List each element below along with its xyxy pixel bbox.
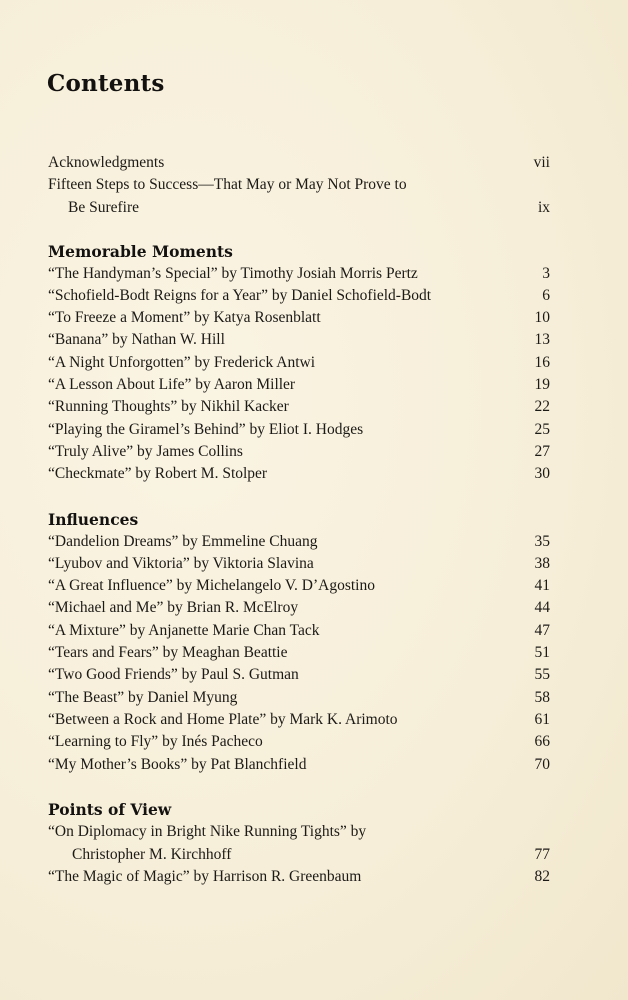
entry-title: “A Great Influence” by Michelangelo V. D’Agostino bbox=[48, 577, 375, 594]
toc-entry bbox=[48, 374, 550, 396]
entry-title: Christopher M. Kirchhoff bbox=[72, 846, 232, 863]
entry-title: “The Handyman’s Special” by Timothy Josiah Morris Pertz bbox=[48, 265, 418, 282]
entry-page: 61 bbox=[534, 711, 550, 728]
toc-entry bbox=[48, 597, 550, 619]
entry-title: “Truly Alive” by James Collins bbox=[48, 443, 243, 460]
toc-entry bbox=[48, 329, 550, 351]
toc-entry bbox=[48, 197, 550, 219]
entry-page: vii bbox=[533, 154, 550, 171]
toc-entry bbox=[48, 152, 550, 174]
toc-entry bbox=[48, 866, 550, 888]
entry-page: 16 bbox=[534, 354, 550, 371]
toc-entry bbox=[48, 285, 550, 307]
toc-entry bbox=[48, 396, 550, 418]
entry-title: “Tears and Fears” by Meaghan Beattie bbox=[48, 644, 288, 661]
entry-title: “Schofield-Bodt Reigns for a Year” by Daniel Schofield-Bodt bbox=[48, 287, 432, 304]
toc-entry bbox=[48, 821, 550, 843]
entry-title: “My Mother’s Books” by Pat Blanchfield bbox=[48, 756, 307, 773]
toc-entry bbox=[48, 174, 550, 196]
toc-entry bbox=[48, 553, 550, 575]
entry-title: “Checkmate” by Robert M. Stolper bbox=[48, 465, 268, 482]
entry-page: 13 bbox=[534, 331, 550, 348]
toc-entry bbox=[48, 709, 550, 731]
entry-page: 66 bbox=[534, 733, 550, 750]
toc-entry bbox=[48, 307, 550, 329]
entry-page: 35 bbox=[534, 533, 550, 550]
toc-entry bbox=[48, 531, 550, 553]
entry-page: 38 bbox=[534, 555, 550, 572]
entry-title: “Michael and Me” by Brian R. McElroy bbox=[48, 599, 299, 616]
entry-title: “Playing the Giramel’s Behind” by Eliot I. Hodges bbox=[48, 421, 364, 438]
entry-title: “Dandelion Dreams” by Emmeline Chuang bbox=[48, 533, 318, 550]
page-title: Contents bbox=[47, 70, 165, 97]
entry-page: 82 bbox=[534, 868, 550, 885]
entry-page: 77 bbox=[534, 846, 550, 863]
entry-page: 51 bbox=[534, 644, 550, 661]
entry-title: “To Freeze a Moment” by Katya Rosenblatt bbox=[48, 309, 321, 326]
entry-page: 70 bbox=[534, 756, 550, 773]
entry-title: “Lyubov and Viktoria” by Viktoria Slavina bbox=[48, 555, 314, 572]
entry-page: 3 bbox=[542, 265, 550, 282]
toc-entry bbox=[48, 731, 550, 753]
entry-page: 19 bbox=[534, 376, 550, 393]
entry-page: 22 bbox=[534, 398, 550, 415]
entry-title: “A Mixture” by Anjanette Marie Chan Tack bbox=[48, 622, 320, 639]
toc-entry bbox=[48, 620, 550, 642]
entry-title: Be Surefire bbox=[68, 199, 140, 216]
entry-page: ix bbox=[537, 199, 550, 216]
toc-entry bbox=[48, 441, 550, 463]
toc-entry bbox=[48, 263, 550, 285]
entry-title: “Two Good Friends” by Paul S. Gutman bbox=[48, 666, 299, 683]
toc-entry bbox=[48, 844, 550, 866]
entry-title: “Banana” by Nathan W. Hill bbox=[48, 331, 225, 348]
toc-entry bbox=[48, 463, 550, 485]
entry-title: “Between a Rock and Home Plate” by Mark K. Arimoto bbox=[48, 711, 398, 728]
entry-page: 41 bbox=[534, 577, 550, 594]
entry-page: 6 bbox=[542, 287, 550, 304]
entry-page: 25 bbox=[534, 421, 550, 438]
toc-entry bbox=[48, 575, 550, 597]
entry-title: “On Diplomacy in Bright Nike Running Tights” by bbox=[48, 823, 367, 840]
entry-page: 58 bbox=[534, 689, 550, 706]
entry-title: “A Lesson About Life” by Aaron Miller bbox=[48, 376, 296, 393]
entry-title: Fifteen Steps to Success—That May or May Not Prove to bbox=[48, 176, 407, 193]
entry-page: 27 bbox=[534, 443, 550, 460]
entry-title: “A Night Unforgotten” by Frederick Antwi bbox=[48, 354, 316, 371]
toc-entry bbox=[48, 664, 550, 686]
entry-page: 10 bbox=[534, 309, 550, 326]
section-heading: Points of View bbox=[48, 800, 172, 819]
toc-entry bbox=[48, 419, 550, 441]
section-heading: Influences bbox=[48, 510, 139, 529]
entry-title: “The Beast” by Daniel Myung bbox=[48, 689, 238, 706]
entry-page: 55 bbox=[534, 666, 550, 683]
entry-title: “Running Thoughts” by Nikhil Kacker bbox=[48, 398, 289, 415]
entry-page: 30 bbox=[534, 465, 550, 482]
toc-entry bbox=[48, 754, 550, 776]
entry-title: “Learning to Fly” by Inés Pacheco bbox=[48, 733, 263, 750]
entry-page: 47 bbox=[534, 622, 550, 639]
section-heading: Memorable Moments bbox=[48, 242, 233, 261]
entry-page: 44 bbox=[534, 599, 550, 616]
toc-entry bbox=[48, 687, 550, 709]
toc-entry bbox=[48, 352, 550, 374]
entry-title: Acknowledgments bbox=[48, 154, 165, 171]
entry-title: “The Magic of Magic” by Harrison R. Greenbaum bbox=[48, 868, 362, 885]
toc-entry bbox=[48, 642, 550, 664]
